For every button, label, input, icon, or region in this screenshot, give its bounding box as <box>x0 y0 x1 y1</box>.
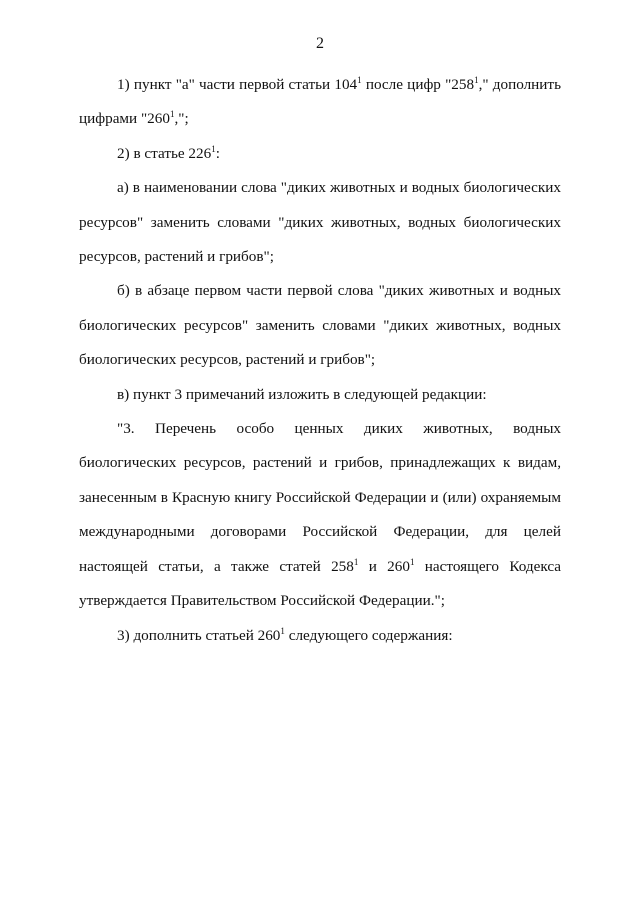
paragraph-subitem-b: б) в абзаце первом части первой слова "диких животных и водных биологических ресурсов" заменить словами "диких животных, водных биологических ресурсов, растений и грибов"; <box>79 282 561 369</box>
item-2-superscript-1: 1 <box>211 143 216 154</box>
item-2-text-b: : <box>215 144 220 162</box>
paragraph-quoted-note-3 <box>79 412 561 618</box>
quote-text-a: "3. Перечень особо ценных диких животных, водных биологических ресурсов, растений и грибов, принадлежащих к видам, занесенным в Красную книгу Российской Федерации и (или) охраняемым международными договорами Российской Федерации, для целей настоящей статьи, а также статей 258 <box>79 420 561 575</box>
item-1-text-c: ," дополнить цифрами "260 <box>79 76 561 128</box>
quote-superscript-1: 1 <box>353 556 359 567</box>
item-1-superscript-2: 1 <box>474 75 479 85</box>
item-1-text-b: после цифр "258 <box>361 76 475 93</box>
quote-superscript-2: 1 <box>409 556 415 567</box>
document-body <box>79 68 561 653</box>
item-1-text-d: ,"; <box>174 110 189 128</box>
quote-text-b: и 260 <box>358 557 410 575</box>
paragraph-item-2 <box>79 137 561 171</box>
item-3-superscript-1: 1 <box>280 625 285 636</box>
item-3-text-a: 3) дополнить статьей 260 <box>117 626 281 644</box>
item-1-superscript-1: 1 <box>357 75 362 85</box>
item-2-text-a: 2) в статье 226 <box>117 144 212 162</box>
paragraph-subitem-a: а) в наименовании слова "диких животных и водных биологических ресурсов" заменить словами "диких животных, водных биологических ресурсов, растений и грибов"; <box>79 179 561 266</box>
item-1-superscript-3: 1 <box>169 109 175 120</box>
quote-text-c: настоящего Кодекса утверждается Правительством Российской Федерации."; <box>79 557 561 610</box>
item-3-text-b: следующего содержания: <box>284 626 453 644</box>
paragraph-subitem-v: в) пункт 3 примечаний изложить в следующей редакции: <box>117 385 487 403</box>
page-number: 2 <box>316 35 324 52</box>
paragraph-item-1 <box>79 68 561 137</box>
item-1-text-a: 1) пункт "а" части первой статьи 104 <box>117 76 358 93</box>
paragraph-item-3 <box>79 619 561 653</box>
